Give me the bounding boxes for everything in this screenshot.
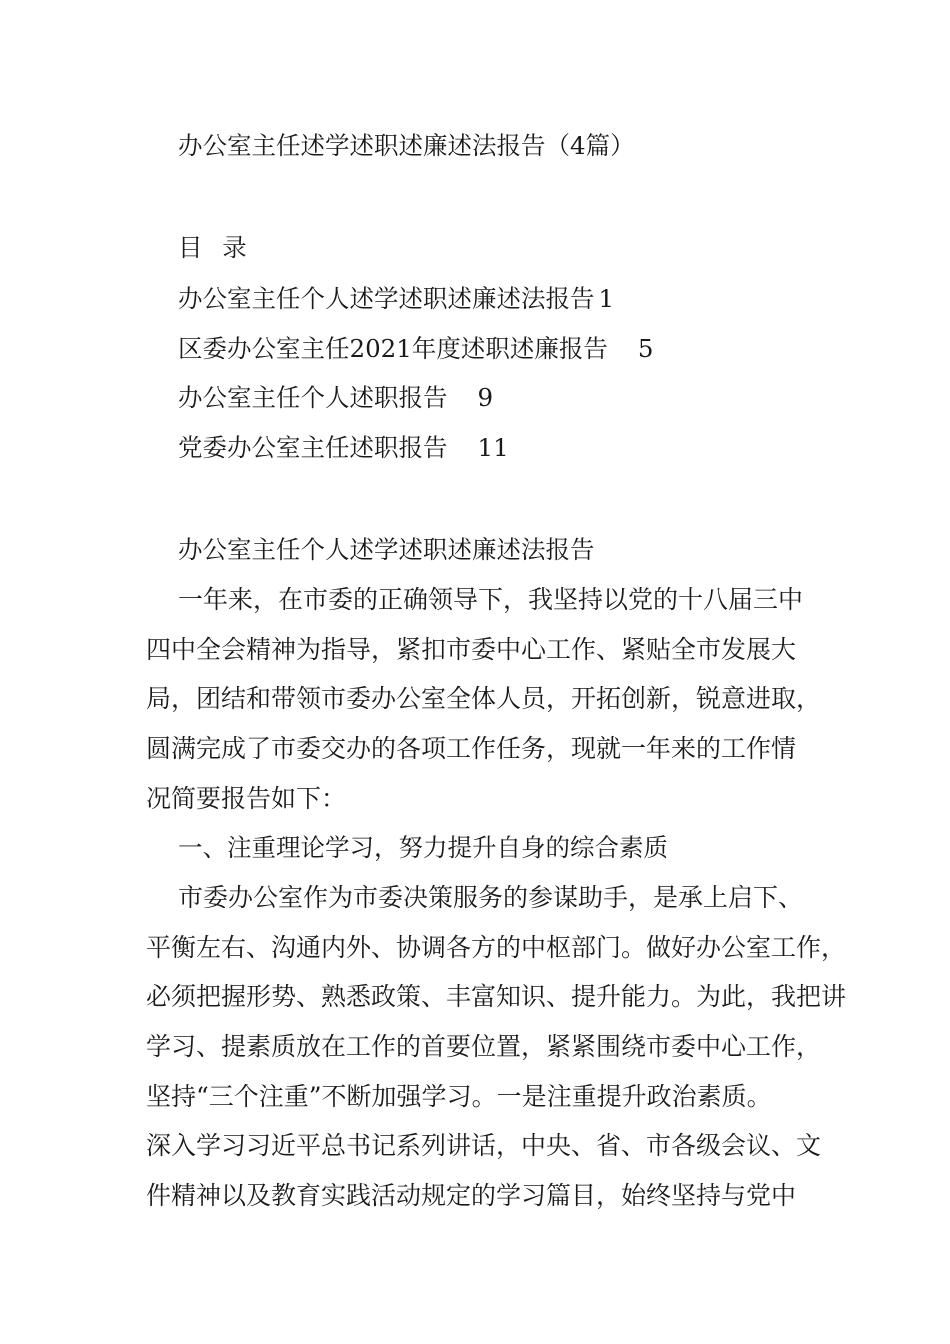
paragraph-line: 坚持“三个注重”不断加强学习。一是注重提升政治素质。 [146,1082,772,1111]
paragraph-line: 一年来，在市委的正确领导下，我坚持以党的十八届三中 [178,585,804,614]
paragraph-line: 圆满完成了市委交办的各项工作任务，现就一年来的工作情 [146,734,797,763]
paragraph-line: 件精神以及教育实践活动规定的学习篇目，始终坚持与党中 [146,1181,797,1210]
paragraph-line: 市委办公室作为市委决策服务的参谋助手，是承上启下、 [178,883,804,912]
toc-item-page: 1 [598,284,615,313]
toc-item[interactable] [178,382,493,414]
paragraph-line: 平衡左右、沟通内外、协调各方的中枢部门。做好办公室工作， [146,933,847,962]
document-title: 办公室主任述学述职述廉述法报告（4篇） [178,131,635,160]
paragraph-line: 局，团结和带领市委办公室全体人员，开拓创新，锐意进取， [146,684,822,713]
toc-item-label: 区委办公室主任2021年度述职述廉报告 [178,334,608,363]
toc-item-label: 党委办公室主任述职报告 [178,433,448,462]
paragraph-line: 深入学习习近平总书记系列讲话，中央、省、市各级会议、文 [146,1131,822,1160]
paragraph-line: 学习、提素质放在工作的首要位置，紧紧围绕市委中心工作， [146,1032,822,1061]
toc-item[interactable] [178,333,653,365]
toc-item[interactable] [178,432,509,464]
toc-item-page: 5 [637,334,654,363]
toc-item-label: 办公室主任个人述职报告 [178,383,448,412]
toc-item-page: 9 [477,383,494,412]
paragraph-line: 必须把握形势、熟悉政策、丰富知识、提升能力。为此，我把讲 [146,982,847,1011]
section-heading: 一、注重理论学习，努力提升自身的综合素质 [178,833,668,862]
section-title: 办公室主任个人述学述职述廉述法报告 [178,535,595,564]
paragraph-line: 四中全会精神为指导，紧扣市委中心工作、紧贴全市发展大 [146,635,797,664]
toc-heading: 目 录 [178,233,253,262]
toc-item-page: 11 [477,433,509,462]
paragraph-line: 况简要报告如下： [146,784,347,813]
toc-item[interactable] [178,283,614,315]
toc-item-label: 办公室主任个人述学述职述廉述法报告 [178,284,595,313]
